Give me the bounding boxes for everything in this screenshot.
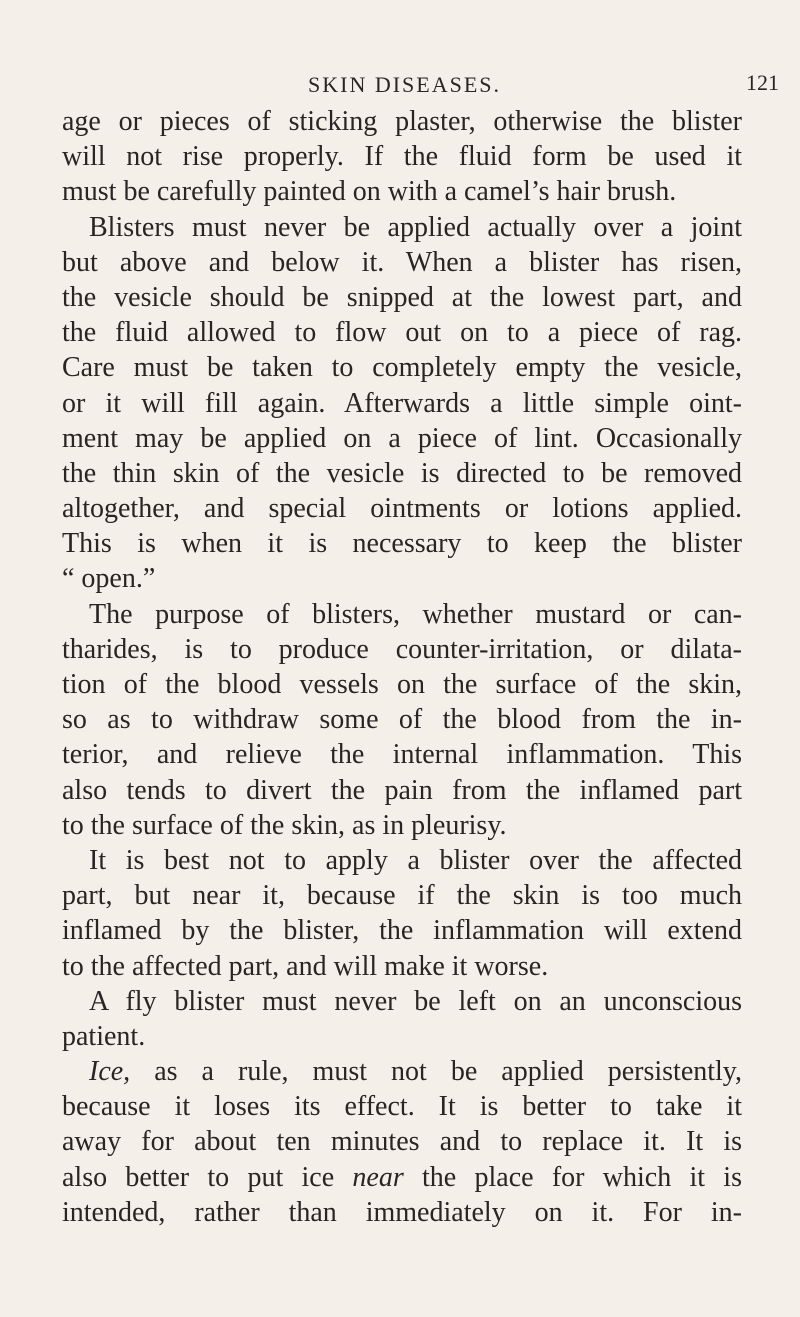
line-text: It is best not to apply a blister over the affected xyxy=(89,844,742,876)
body-text xyxy=(62,104,742,1230)
line-text: also tends to divert the pain from the inflamed part xyxy=(62,774,742,806)
line-text: tion of the blood vessels on the surface of the skin, xyxy=(62,669,742,700)
text-line xyxy=(62,597,742,632)
line-text: part, but near it, because if the skin is too much xyxy=(62,880,742,912)
text-line xyxy=(62,1019,742,1054)
text-line xyxy=(62,1089,742,1124)
line-text: Blisters must never be applied actually over a joint xyxy=(89,211,742,243)
text-line xyxy=(62,1160,742,1195)
line-text: or it will fill again. Afterwards a little simple oint- xyxy=(62,387,742,419)
line-text: will not rise properly. If the fluid form be used it xyxy=(62,141,742,173)
text-line xyxy=(62,139,742,174)
page-header xyxy=(0,68,800,108)
line-text: A fly blister must never be left on an unconscious xyxy=(89,985,742,1017)
line-text: also better to put ice xyxy=(62,1161,353,1193)
line-text: the fluid allowed to flow out on to a piece of rag. xyxy=(62,317,742,349)
text-line xyxy=(62,702,742,737)
text-line xyxy=(62,984,742,1019)
line-text: This is when it is necessary to keep the blister xyxy=(62,528,742,560)
page-number: 121 xyxy=(746,70,779,95)
text-line xyxy=(62,1195,742,1230)
text-line xyxy=(62,280,742,315)
italic-word: Ice, xyxy=(89,1056,131,1088)
text-line xyxy=(62,1054,742,1089)
line-text: patient. xyxy=(62,1020,146,1052)
line-text: so as to withdraw some of the blood from the in- xyxy=(62,704,742,736)
line-text: as a rule, must not be applied persistently, xyxy=(130,1056,742,1088)
line-text: away for about ten minutes and to replace it. It is xyxy=(62,1126,742,1158)
text-line xyxy=(62,878,742,913)
text-line xyxy=(62,421,742,456)
line-text: to the affected part, and will make it worse. xyxy=(62,950,549,982)
text-line xyxy=(62,913,742,948)
text-line xyxy=(62,667,742,702)
text-line xyxy=(62,561,742,596)
line-text: The purpose of blisters, whether mustard or can- xyxy=(89,598,742,630)
line-text: Care must be taken to completely empty the vesicle, xyxy=(62,352,742,384)
line-text: intended, rather than immediately on it. For in- xyxy=(62,1196,742,1228)
line-text: the thin skin of the vesicle is directed to be removed xyxy=(62,457,742,489)
text-line xyxy=(62,174,742,209)
line-text: altogether, and special ointments or lotions applied. xyxy=(62,493,742,525)
line-text: the vesicle should be snipped at the lowest part, and xyxy=(62,281,742,313)
text-line xyxy=(62,245,742,280)
line-text: must be carefully painted on with a camel’s hair brush. xyxy=(62,176,677,208)
italic-word: near xyxy=(352,1161,404,1193)
line-text: the place for which it is xyxy=(403,1161,742,1193)
text-line xyxy=(62,386,742,421)
text-line xyxy=(62,210,742,245)
text-line xyxy=(62,1124,742,1159)
text-line xyxy=(62,350,742,385)
text-line xyxy=(62,949,742,984)
text-line xyxy=(62,456,742,491)
text-line xyxy=(62,808,742,843)
text-line xyxy=(62,843,742,878)
line-text: inflamed by the blister, the inflammation will extend xyxy=(62,915,742,947)
line-text: tharides, is to produce counter-irritation, or dilata- xyxy=(62,633,742,665)
text-line xyxy=(62,491,742,526)
running-head: SKIN DISEASES. xyxy=(308,72,502,97)
text-line xyxy=(62,315,742,350)
line-text: because it loses its effect. It is better to take it xyxy=(62,1091,742,1123)
text-line xyxy=(62,773,742,808)
line-text: ment may be applied on a piece of lint. Occasionally xyxy=(62,422,742,454)
text-line xyxy=(62,104,742,139)
line-text: age or pieces of sticking plaster, otherwise the blister xyxy=(62,106,742,137)
text-line xyxy=(62,632,742,667)
line-text: “ open.” xyxy=(62,563,156,595)
line-text: to the surface of the skin, as in pleurisy. xyxy=(62,809,507,841)
line-text: terior, and relieve the internal inflammation. This xyxy=(62,739,742,771)
line-text: but above and below it. When a blister has risen, xyxy=(62,246,742,278)
text-line xyxy=(62,526,742,561)
text-line xyxy=(62,737,742,772)
